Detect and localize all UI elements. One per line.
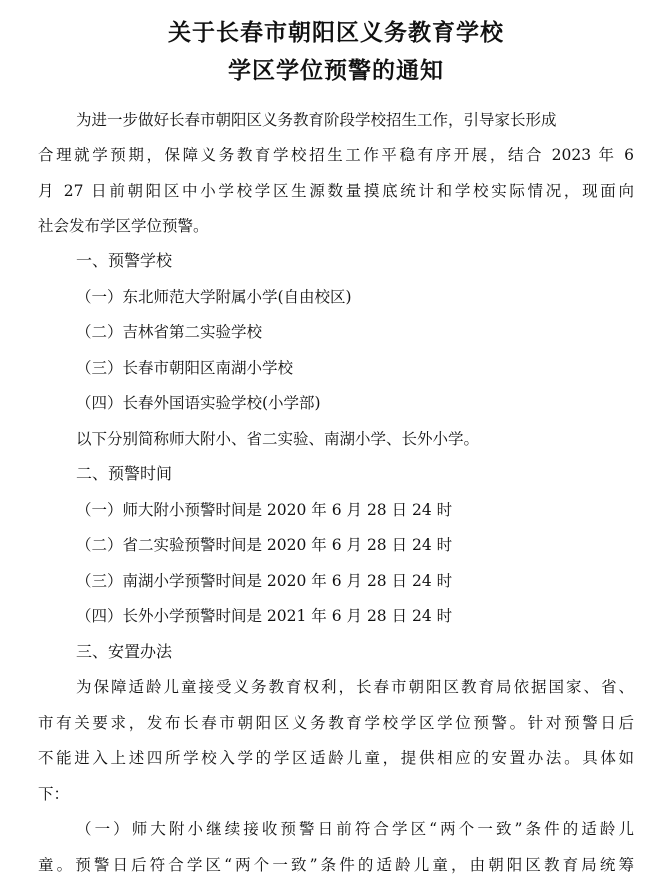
- intro-line-1: 为进一步做好长春市朝阳区义务教育阶段学校招生工作，引导家长形成: [76, 111, 557, 129]
- section-2-item-1: （一）师大附小预警时间是 2020 年 6 月 28 日 24 时: [76, 501, 453, 519]
- section-1-item-3: （三）长春市朝阳区南湖小学校: [76, 359, 294, 377]
- section-3-para-1-line-4: 下：: [38, 785, 70, 803]
- section-1-item-4: （四）长春外国语实验学校(小学部): [76, 394, 321, 412]
- section-2-heading: 二、预警时间: [76, 464, 173, 483]
- section-1-item-2: （二）吉林省第二实验学校: [76, 323, 263, 341]
- section-2-item-4: （四）长外小学预警时间是 2021 年 6 月 28 日 24 时: [76, 607, 453, 625]
- section-3-para-1-line-2: 市有关要求，发布长春市朝阳区义务教育学校学区学位预警。针对预警日后: [38, 714, 634, 732]
- document-title-line-1: 关于长春市朝阳区义务教育学校: [168, 19, 504, 46]
- document-title-line-2: 学区学位预警的通知: [228, 57, 444, 84]
- section-2-item-2: （二）省二实验预警时间是 2020 年 6 月 28 日 24 时: [76, 536, 453, 554]
- section-3-heading: 三、安置办法: [76, 642, 173, 661]
- intro-line-4: 社会发布学区学位预警。: [38, 217, 209, 235]
- section-1-note: 以下分别简称师大附小、省二实验、南湖小学、长外小学。: [76, 430, 480, 448]
- section-3-para-2-line-1: （一）师大附小继续接收预警日前符合学区“两个一致”条件的适龄儿: [76, 820, 634, 838]
- intro-line-3: 月 27 日前朝阳区中小学校学区生源数量摸底统计和学校实际情况，现面向: [38, 182, 634, 200]
- intro-line-2: 合理就学预期，保障义务教育学校招生工作平稳有序开展，结合 2023 年 6: [38, 146, 634, 164]
- section-2-item-3: （三）南湖小学预警时间是 2020 年 6 月 28 日 24 时: [76, 572, 453, 590]
- section-1-item-1: （一）东北师范大学附属小学(自由校区): [76, 288, 352, 306]
- section-3-para-1-line-1: 为保障适龄儿童接受义务教育权利，长春市朝阳区教育局依据国家、省、: [76, 678, 634, 696]
- section-3-para-2-line-2: 童。预警日后符合学区“两个一致”条件的适龄儿童，由朝阳区教育局统筹: [38, 856, 634, 874]
- section-3-para-1-line-3: 不能进入上述四所学校入学的学区适龄儿童，提供相应的安置办法。具体如: [38, 749, 634, 767]
- section-1-heading: 一、预警学校: [76, 251, 173, 270]
